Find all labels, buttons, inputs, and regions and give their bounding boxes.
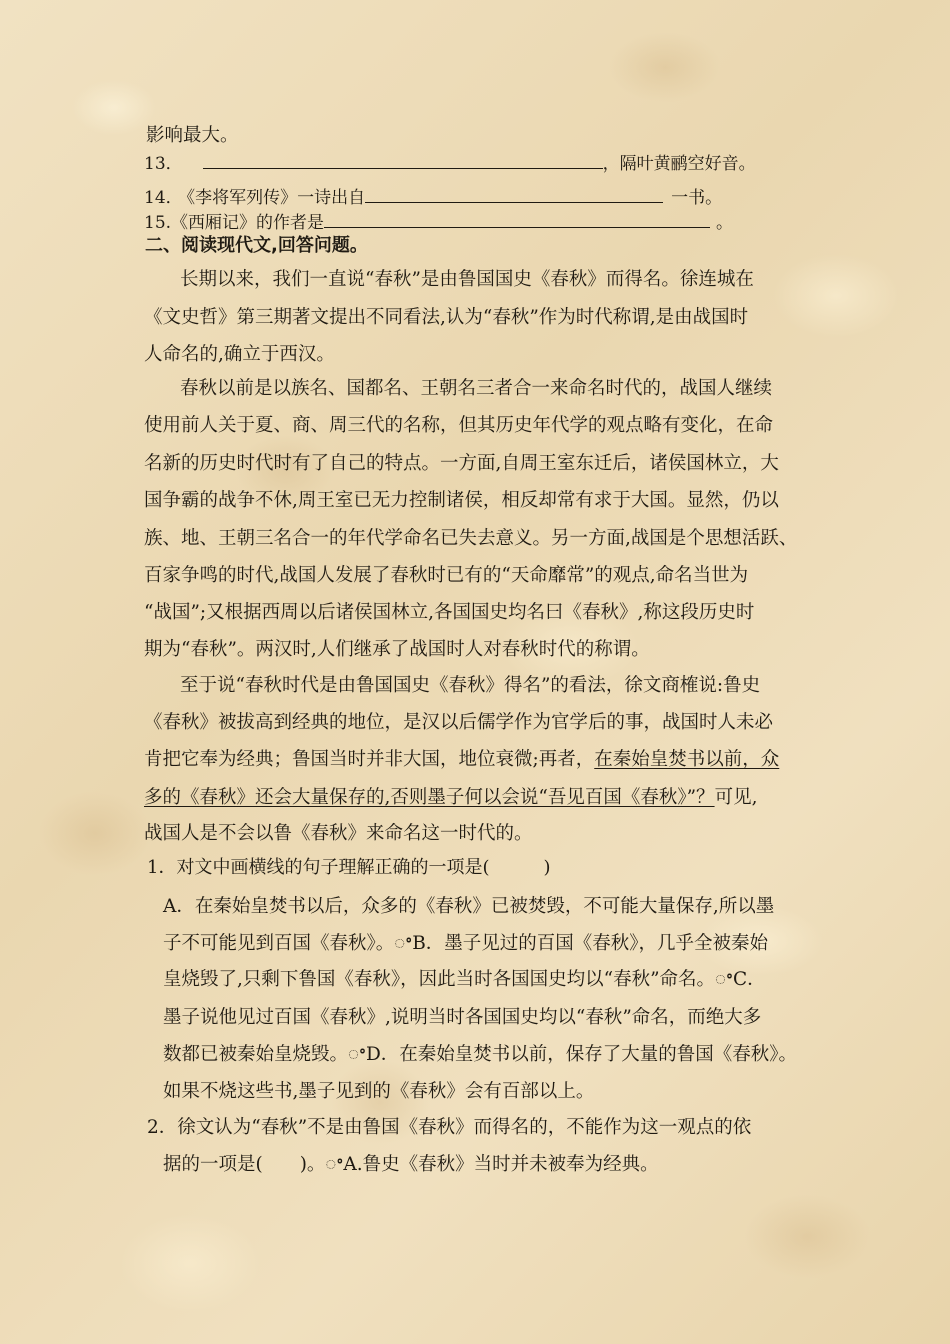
question-13-text: ，隔叶黄鹂空好音。 bbox=[602, 154, 756, 174]
question-15-blank bbox=[324, 209, 710, 228]
passage-p1-line-3: 人命名的,确立于西汉。 bbox=[144, 344, 335, 365]
question-14-text: 《李将军列传》一诗出自 bbox=[186, 188, 366, 208]
question-2-line-1: 2．徐文认为“春秋”不是由鲁国《春秋》而得名的，不能作为这一观点的依 bbox=[147, 1117, 752, 1138]
passage-p2-line-4: 国争霸的战争不休,周王室已无力控制诸侯，相反却常有求于大国。显然，仍以 bbox=[144, 490, 779, 511]
passage-p3-line-1: 至于说“春秋时代是由鲁国国史《春秋》得名”的看法，徐文商榷说:鲁史 bbox=[180, 675, 761, 696]
passage-p3-line-5: 战国人是不会以鲁《春秋》来命名这一时代的。 bbox=[144, 823, 533, 844]
passage-p2-line-2: 使用前人关于夏、商、周三代的名称，但其历史年代学的观点略有变化，在命 bbox=[144, 415, 774, 436]
question-15-text-after: 。 bbox=[716, 213, 734, 233]
question-1-stem: 1．对文中画横线的句子理解正确的一项是( ) bbox=[147, 857, 551, 878]
question-14 bbox=[144, 184, 722, 210]
underlined-sentence-part-2: 多的《春秋》还会大量保存的,否则墨子何以会说“吾见百国《春秋》”？ bbox=[144, 787, 715, 808]
question-13-blank bbox=[203, 150, 603, 169]
passage-p2-line-8: 期为“春秋”。两汉时,人们继承了战国时人对春秋时代的称谓。 bbox=[144, 639, 650, 660]
question-13 bbox=[144, 150, 756, 176]
question-2-line-2: 据的一项是( )。ꢀA.鲁史《春秋》当时并未被奉为经典。 bbox=[163, 1154, 659, 1175]
question-13-number: 13． bbox=[144, 154, 183, 174]
passage-p3-line-4-text: 可见, bbox=[714, 787, 758, 808]
passage-p1-line-2: 《文史哲》第三期著文提出不同看法,认为“春秋”作为时代称谓,是由战国时 bbox=[144, 307, 749, 328]
passage-p2-line-1: 春秋以前是以族名、国都名、王朝名三者合一来命名时代的，战国人继续 bbox=[180, 378, 773, 399]
passage-p2-line-6: 百家争鸣的时代,战国人发展了春秋时已有的“天命靡常”的观点,命名当世为 bbox=[144, 565, 749, 586]
passage-p2-line-5: 族、地、王朝三名合一的年代学命名已失去意义。另一方面,战国是个思想活跃、 bbox=[144, 528, 798, 549]
section-title: 二、阅读现代文,回答问题。 bbox=[145, 235, 368, 256]
question-15 bbox=[144, 209, 733, 235]
question-1-line-5: 数都已被秦始皇烧毁。ꢀD．在秦始皇焚书以前，保存了大量的鲁国《春秋》。 bbox=[163, 1044, 798, 1065]
passage-p3-line-3 bbox=[144, 748, 779, 772]
passage-p2-line-3: 名新的历史时代时有了自己的特点。一方面,自周王室东迁后，诸侯国林立，大 bbox=[144, 453, 779, 474]
passage-p1-line-1: 长期以来，我们一直说“春秋”是由鲁国国史《春秋》而得名。徐连城在 bbox=[180, 269, 754, 290]
passage-p3-line-4 bbox=[144, 786, 757, 810]
question-1-line-1: A．在秦始皇焚书以后，众多的《春秋》已被焚毁，不可能大量保存,所以墨 bbox=[163, 896, 775, 917]
question-1-line-6: 如果不烧这些书,墨子见到的《春秋》会有百部以上。 bbox=[163, 1081, 595, 1102]
question-14-text-after: 一书。 bbox=[671, 188, 723, 208]
underlined-sentence-part-1: 在秦始皇焚书以前，众 bbox=[594, 749, 780, 770]
passage-p3-line-3-text: 肯把它奉为经典；鲁国当时并非大国，地位衰微;再者， bbox=[144, 749, 595, 770]
previous-question-tail: 影响最大。 bbox=[146, 125, 239, 146]
question-14-blank bbox=[365, 184, 663, 203]
question-1-line-3: 皇烧毁了,只剩下鲁国《春秋》，因此当时各国国史均以“春秋”命名。ꢀC． bbox=[163, 969, 766, 990]
passage-p3-line-2: 《春秋》被拔高到经典的地位，是汉以后儒学作为官学后的事，战国时人未必 bbox=[144, 712, 774, 733]
question-14-number: 14． bbox=[144, 188, 183, 208]
question-1-line-2: 子不可能见到百国《春秋》。ꢀB．墨子见过的百国《春秋》，几乎全被秦始 bbox=[163, 933, 769, 954]
passage-p2-line-7: “战国”;又根据西周以后诸侯国林立,各国国史均名曰《春秋》,称这段历史时 bbox=[144, 602, 755, 623]
question-15-text: 《西厢记》的作者是 bbox=[171, 213, 325, 233]
question-1-line-4: 墨子说他见过百国《春秋》,说明当时各国国史均以“春秋”命名，而绝大多 bbox=[163, 1007, 762, 1028]
question-15-number: 15. bbox=[144, 213, 172, 233]
